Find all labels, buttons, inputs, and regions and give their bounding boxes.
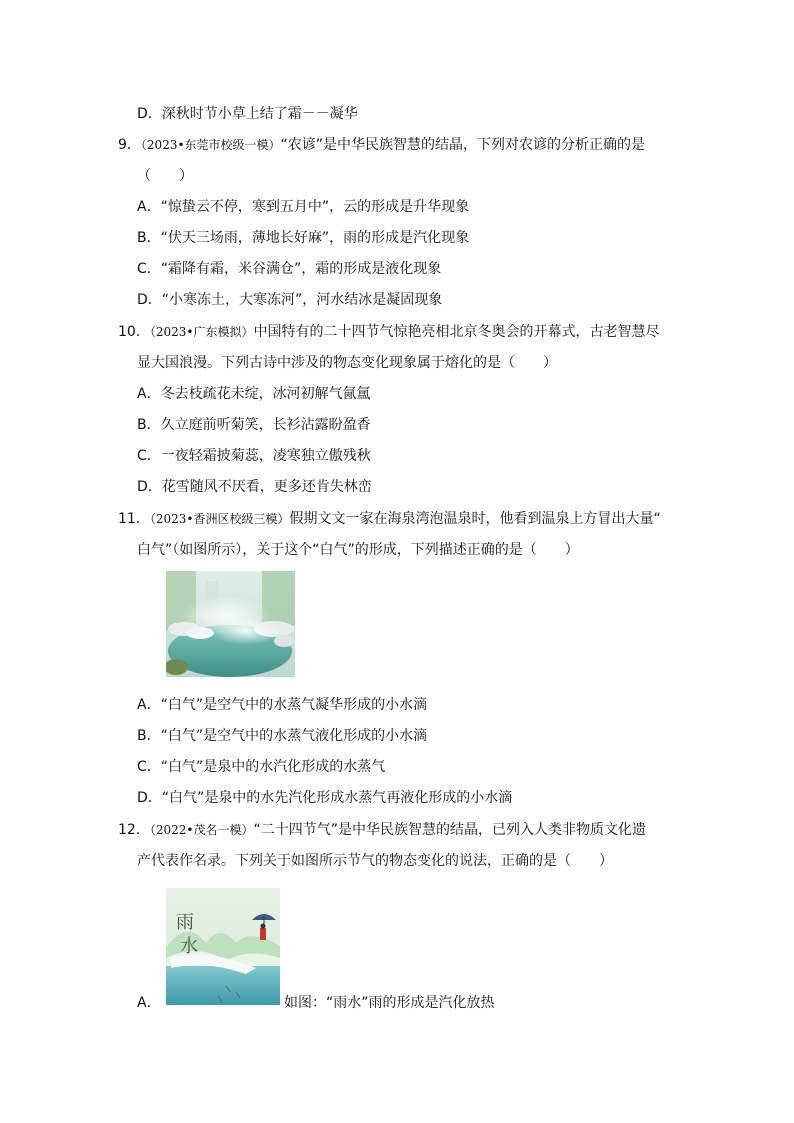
q11-option-c: C．“白气”是泉中的水汽化形成的水蒸气 [137,759,386,775]
q10-option-c: C．一夜轻霜披菊蕊，凌寒独立傲残秋 [137,448,371,464]
q11-option-d: D．“白气”是泉中的水先汽化形成水蒸气再液化形成的小水滴 [137,790,513,806]
q10-number: 10． [118,324,150,340]
q9-stem [118,135,645,155]
rain-water-image [166,888,280,1005]
q11-number: 11． [118,511,150,527]
q9-option-b: B．“伏天三场雨，薄地长好麻”，雨的形成是汽化现象 [137,230,470,246]
q9-option-c: C．“霜降有霜，米谷满仓”，霜的形成是液化现象 [137,261,442,277]
q11-option-b: B．“白气”是空气中的水蒸气液化形成的小水滴 [137,728,428,744]
q11-source: （2023•香洲区校级三模） [149,512,290,526]
q12-stem-text: “二十四节气”是中华民族智慧的结晶，已列入人类非物质文化遗 [253,822,646,838]
q12-option-a-letter: A． [137,995,161,1011]
q11-stem-line1 [118,509,661,529]
hot-spring-illustration [166,571,295,677]
q9-option-a: A．“惊蛰云不停，寒到五月中”，云的形成是升华现象 [137,199,470,215]
q9-source: （2023•东莞市校级一模） [140,138,281,152]
q11-stem-text: 假期文文一家在海泉湾泡温泉时，他看到温泉上方冒出大量“ [289,511,661,527]
q9-answer-paren: （ ） [137,168,193,184]
q10-source: （2023•广东模拟） [149,325,254,339]
q10-option-b: B．久立庭前听菊笑，长衫沾露盼盈香 [137,417,371,433]
rain-water-illustration [166,888,280,1005]
rain-char: 雨 [176,912,194,933]
q10-option-d: D．花雪随风不厌看，更多还肯失林峦 [137,479,372,495]
water-char: 水 [180,936,198,957]
q10-stem-line2: 显大国浪漫。下列古诗中涉及的物态变化现象属于熔化的是（ ） [137,355,557,371]
q10-stem-text: 中国特有的二十四节气惊艳亮相北京冬奥会的开幕式，古老智慧尽 [253,324,660,340]
q11-option-a: A．“白气”是空气中的水蒸气凝华形成的小水滴 [137,697,428,713]
q12-number: 12． [118,822,150,838]
hot-spring-image [166,571,295,677]
q10-option-a: A．冬去枝疏花未绽，冰河初解气氤氲 [137,386,371,402]
q9-stem-text: “农谚”是中华民族智慧的结晶，下列对农谚的分析正确的是 [280,137,646,153]
q12-source: （2022•茂名一模） [149,823,254,837]
q9-number: 9． [118,137,141,153]
q12-stem-line1 [118,820,646,840]
q12-stem-line2: 产代表作名录。下列关于如图所示节气的物态变化的说法，正确的是（ ） [137,853,613,869]
q12-option-a-text: 如图：“雨水”雨的形成是汽化放热 [284,995,495,1011]
q9-option-d: D．“小寒冻土，大寒冻河”，河水结冰是凝固现象 [137,292,443,308]
q10-stem-line1 [118,322,659,342]
q8-option-d: D．深秋时节小草上结了霜－－凝华 [137,106,358,122]
q11-stem-line2: 白气”（如图所示），关于这个“白气”的形成，下列描述正确的是（ ） [137,542,579,558]
